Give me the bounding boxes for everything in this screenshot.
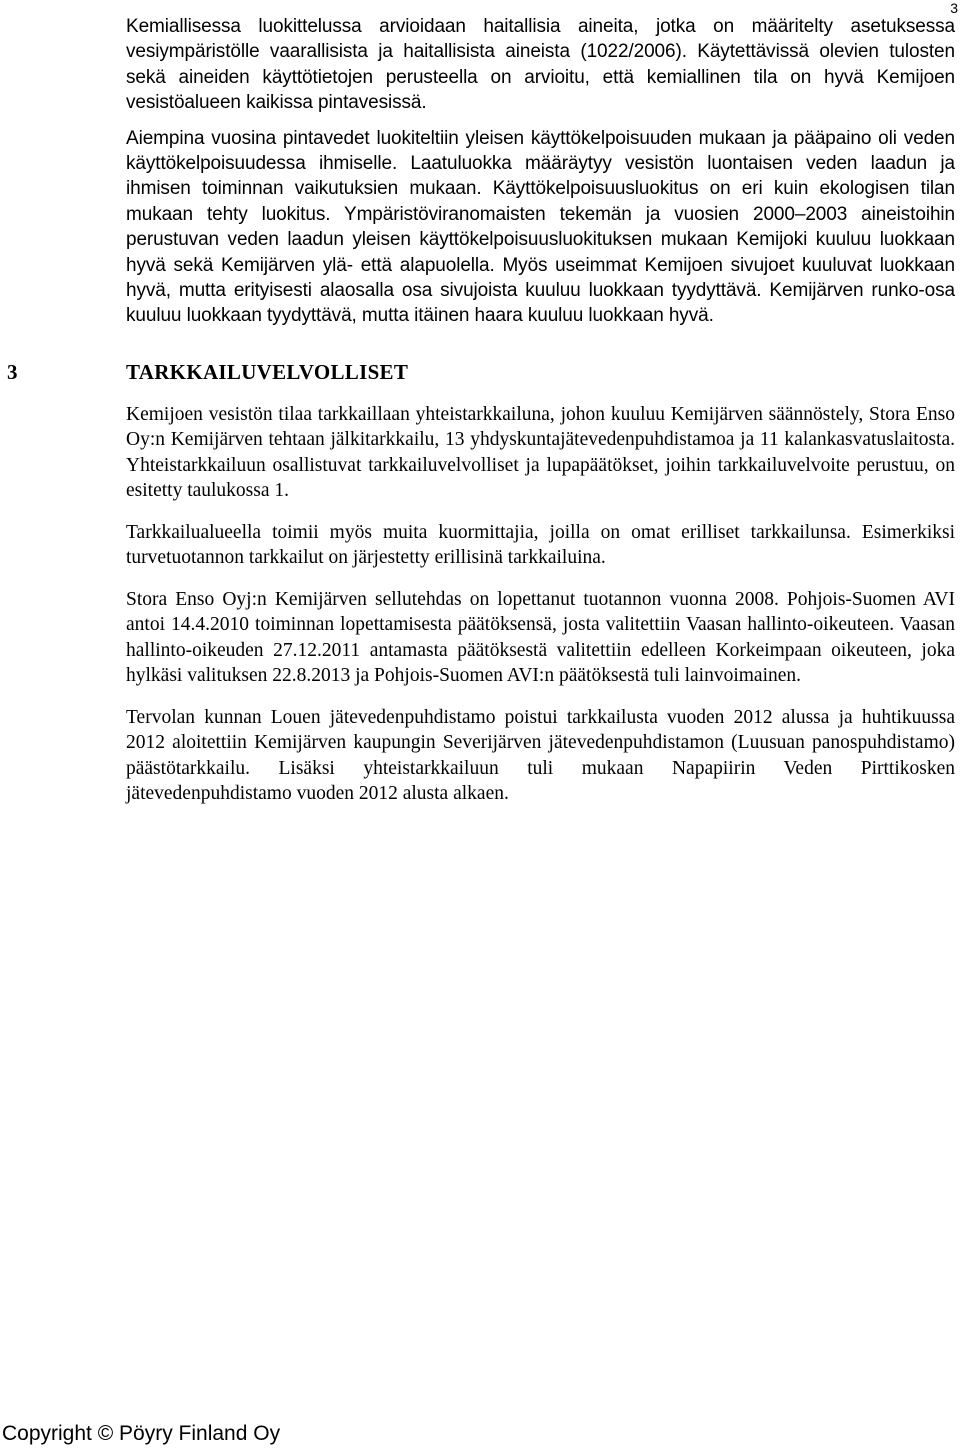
section-heading xyxy=(7,359,955,390)
paragraph-chemical-classification: Kemiallisessa luokittelussa arvioidaan haitallisia aineita, jotka on määritelty asetuksessa vesiympäristölle vaarallisista ja haitallisista aineista (1022/2006). Käytettävissä olevien tulosten sekä aineiden käyttötietojen perusteella on arvioitu, että kemiallinen tila on hyvä Kemijoen vesistöalueen kaikissa pintavesissä. xyxy=(126,16,955,114)
paragraph-other-loaders: Tarkkailualueella toimii myös muita kuormittajia, joilla on omat erilliset tarkkailunsa. Esimerkiksi turvetuotannon tarkkailut on järjestetty erillisinä tarkkailuina. xyxy=(126,521,955,569)
page-number: 3 xyxy=(950,0,958,16)
paragraph-joint-monitoring: Kemijoen vesistön tilaa tarkkaillaan yhteistarkkailuna, johon kuuluu Kemijärven säännöstely, Stora Enso Oy:n Kemijärven tehtaan jälkitarkkailu, 13 yhdyskuntajätevedenpuhdistamoa ja 11 kalankasvatuslaitosta. Yhteistarkkailuun osallistuvat tarkkailuvelvolliset ja lupapäätökset, joihin tarkkailuvelvoite perustuu, on esitetty taulukossa 1. xyxy=(126,403,955,502)
section-number: 3 xyxy=(7,359,18,384)
paragraph-treatment-plants: Tervolan kunnan Louen jätevedenpuhdistamo poistui tarkkailusta vuoden 2012 alussa ja huhtikuussa 2012 aloitettiin Kemijärven kaupungin Severijärven jätevedenpuhdistamon (Luusuan panospuhdistamo) päästötarkkailu. Lisäksi yhteistarkkailuun tuli mukaan Napapiirin Veden Pirttikosken jätevedenpuhdistamo vuoden 2012 alusta alkaen. xyxy=(126,706,955,805)
copyright-footer: Copyright © Pöyry Finland Oy xyxy=(2,1422,281,1445)
section-title: TARKKAILUVELVOLLISET xyxy=(126,359,409,384)
document-body xyxy=(7,14,955,807)
paragraph-stora-enso: Stora Enso Oyj:n Kemijärven sellutehdas on lopettanut tuotannon vuonna 2008. Pohjois-Suomen AVI antoi 14.4.2010 toiminnan lopettamisesta päätöksensä, josta valitettiin Vaasan hallinto-oikeuteen. Vaasan hallinto-oikeuden 27.12.2011 antamasta päätöksestä valitettiin edelleen Korkeimpaan oikeuteen, joka hylkäsi valituksen 22.8.2013 ja Pohjois-Suomen AVI:n päätöksestä tuli lainvoimainen. xyxy=(126,588,955,687)
paragraph-usability-classification: Aiempina vuosina pintavedet luokiteltiin yleisen käyttökelpoisuuden mukaan ja pääpaino oli veden käyttökelpoisuudessa ihmiselle. Laatuluokka määräytyy vesistön luontaisen veden laadun ja ihmisen toiminnan vaikutuksien mukaan. Käyttökelpoisuusluokitus on eri kuin ekologisen tilan mukaan tehty luokitus. Ympäristöviranomaisten tekemän ja vuosien 2000–2003 aineistoihin perustuvan veden laadun yleisen käyttökelpoisuusluokituksen mukaan Kemijoki kuuluu luokkaan hyvä sekä Kemijärven ylä- että alapuolella. Myös useimmat Kemijoen sivujoet kuuluvat luokkaan hyvä, mutta erityisesti alaosalla osa sivujoista kuuluu luokkaan tyydyttävä. Kemijärven runko-osa kuuluu luokkaan tyydyttävä, mutta itäinen haara kuuluu luokkaan hyvä. xyxy=(126,127,955,327)
